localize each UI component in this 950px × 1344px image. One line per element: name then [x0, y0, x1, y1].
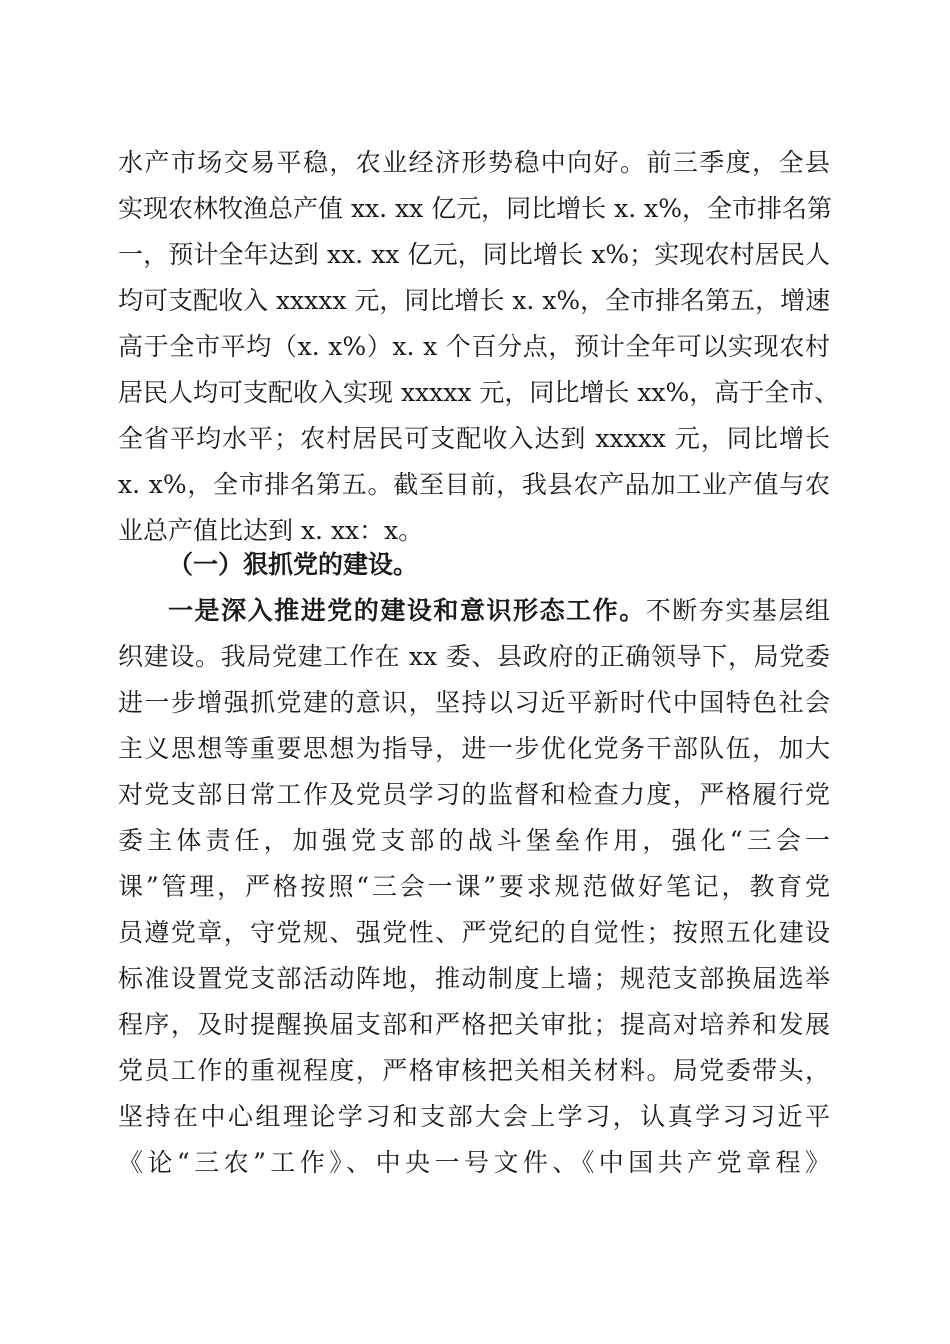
text-line: 程序，及时提醒换届支部和严格把关审批；提高对培养和发展	[118, 1010, 830, 1039]
text-line: 均可支配收入 xxxxx 元，同比增长 x. x%，全市排名第五，增速	[118, 286, 831, 315]
section-heading	[118, 542, 830, 588]
text-line: 标准设置党支部活动阵地，推动制度上墙；规范支部换届选举	[118, 964, 830, 993]
text-line: 《论“三农”工作》、中央一号文件、《中国共产党章程》	[118, 1148, 830, 1177]
text-line: 业总产值比达到 x. xx：x。	[118, 516, 424, 545]
text-line: 实现农林牧渔总产值 xx. xx 亿元，同比增长 x. x%，全市排名第	[118, 194, 832, 223]
text-line: 坚持在中心组理论学习和支部大会上学习，认真学习习近平	[118, 1102, 830, 1131]
text-line: 对党支部日常工作及党员学习的监督和检查力度，严格履行党	[118, 780, 830, 809]
text-line: 员遵党章，守党规、强党性、严党纪的自觉性；按照五化建设	[118, 918, 830, 947]
text-line-first	[118, 588, 830, 634]
text-line: 全省平均水平；农村居民可支配收入达到 xxxxx 元，同比增长	[118, 424, 830, 453]
paragraph-economy	[118, 140, 840, 554]
text-line: 进一步增强抓党建的意识，坚持以习近平新时代中国特色社会	[118, 688, 830, 717]
text-line: 水产市场交易平稳，农业经济形势稳中向好。前三季度，全县	[118, 148, 830, 177]
text-line: 课”管理，严格按照“三会一课”要求规范做好笔记，教育党	[118, 872, 830, 901]
text-line: 高于全市平均（x. x%）x. x 个百分点，预计全年可以实现农村	[118, 332, 830, 361]
paragraph-party-building	[118, 588, 830, 1186]
text-line: 居民人均可支配收入实现 xxxxx 元，同比增长 xx%，高于全市、	[118, 378, 840, 407]
text-line: 主义思想等重要思想为指导，进一步优化党务干部队伍，加大	[118, 734, 830, 763]
text-line: 一，预计全年达到 xx. xx 亿元，同比增长 x%；实现农村居民人	[118, 240, 830, 269]
section-heading-text: （一）狠抓党的建设。	[168, 550, 419, 579]
text-line: 织建设。我局党建工作在 xx 委、县政府的正确领导下，局党委	[118, 642, 830, 671]
text-line: 党员工作的重视程度，严格审核把关相关材料。局党委带头，	[118, 1056, 830, 1085]
text-line: 委主体责任，加强党支部的战斗堡垒作用，强化“三会一	[118, 826, 830, 855]
lead-rest: 不断夯实基层组	[645, 596, 830, 625]
text-line: x. x%，全市排名第五。截至目前，我县农产品加工业产值与农	[118, 470, 830, 499]
lead-sentence: 一是深入推进党的建设和意识形态工作。	[168, 596, 646, 625]
